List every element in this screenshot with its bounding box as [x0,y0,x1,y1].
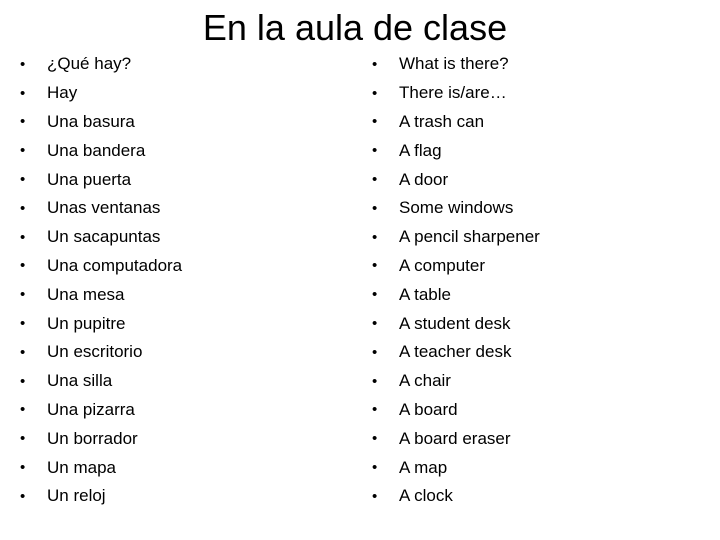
bullet-icon: • [20,286,26,304]
bullet-icon: • [372,459,378,477]
english-term: What is there? [399,54,509,74]
bullet-icon: • [20,113,26,131]
english-list-item [372,136,702,165]
english-list-item [372,424,702,453]
bullet-icon: • [20,228,26,246]
english-term: A board [399,399,458,419]
bullet-icon: • [20,199,26,217]
spanish-term: ¿Qué hay? [47,54,132,74]
bullet-icon: • [20,84,26,102]
spanish-term: Hay [47,83,78,103]
english-term: A clock [399,486,453,506]
spanish-term: Un reloj [47,486,106,506]
bullet-icon: • [372,401,378,419]
bullet-icon: • [20,257,26,275]
english-list-item [372,453,702,482]
bullet-icon: • [20,315,26,333]
spanish-list-item [20,50,340,79]
spanish-list-item [20,223,340,252]
english-term: A student desk [399,313,511,333]
slide-title: En la aula de clase [202,7,508,48]
spanish-term: Un escritorio [47,342,143,362]
bullet-icon: • [20,401,26,419]
spanish-list-item [20,252,340,281]
spanish-list-item [20,136,340,165]
english-term: A map [399,457,448,477]
spanish-list-item [20,338,340,367]
english-list-item [372,280,702,309]
english-term: Some windows [399,198,514,218]
spanish-term: Un pupitre [47,313,126,333]
bullet-icon: • [20,55,26,73]
english-term: A flag [399,140,442,160]
bullet-icon: • [372,343,378,361]
english-term: A table [399,284,451,304]
spanish-term: Una silla [47,371,113,391]
english-list-item [372,367,702,396]
spanish-list-item [20,79,340,108]
spanish-list-item [20,194,340,223]
english-term: A computer [399,255,485,275]
bullet-icon: • [20,142,26,160]
english-list-item [372,79,702,108]
bullet-icon: • [372,430,378,448]
english-list-item [372,396,702,425]
bullet-icon: • [372,84,378,102]
spanish-list-item [20,424,340,453]
english-list-item [372,482,702,511]
english-term: There is/are… [399,83,507,103]
spanish-list-item [20,309,340,338]
bullet-icon: • [372,228,378,246]
spanish-term: Una basura [47,111,135,131]
english-list-item [372,252,702,281]
bullet-icon: • [372,171,378,189]
spanish-term: Una computadora [47,255,183,275]
spanish-term: Un mapa [47,457,116,477]
english-term: A teacher desk [399,342,512,362]
spanish-list-item [20,482,340,511]
bullet-icon: • [372,487,378,505]
spanish-vocab-list [20,50,340,511]
bullet-icon: • [372,286,378,304]
spanish-list-item [20,396,340,425]
english-list-item [372,108,702,137]
english-term: A board eraser [399,428,511,448]
spanish-term: Una bandera [47,140,146,160]
bullet-icon: • [372,113,378,131]
bullet-icon: • [372,257,378,275]
spanish-list-item [20,453,340,482]
english-term: A trash can [399,111,485,131]
spanish-term: Un borrador [47,428,138,448]
english-term: A door [399,169,449,189]
english-term: A pencil sharpener [399,227,540,247]
english-list-item [372,165,702,194]
bullet-icon: • [20,171,26,189]
english-list-item [372,194,702,223]
spanish-term: Una puerta [47,169,132,189]
spanish-term: Un sacapuntas [47,227,161,247]
bullet-icon: • [20,372,26,390]
bullet-icon: • [372,199,378,217]
spanish-list-item [20,367,340,396]
spanish-term: Una mesa [47,284,125,304]
spanish-list-item [20,165,340,194]
bullet-icon: • [20,459,26,477]
english-vocab-list [372,50,702,511]
bullet-icon: • [20,343,26,361]
spanish-list-item [20,108,340,137]
bullet-icon: • [372,142,378,160]
spanish-list-item [20,280,340,309]
bullet-icon: • [20,430,26,448]
bullet-icon: • [372,55,378,73]
bullet-icon: • [372,372,378,390]
bullet-icon: • [20,487,26,505]
english-term: A chair [399,371,451,391]
bullet-icon: • [372,315,378,333]
spanish-term: Unas ventanas [47,198,161,218]
spanish-term: Una pizarra [47,399,135,419]
english-list-item [372,309,702,338]
english-list-item [372,50,702,79]
english-list-item [372,223,702,252]
english-list-item [372,338,702,367]
